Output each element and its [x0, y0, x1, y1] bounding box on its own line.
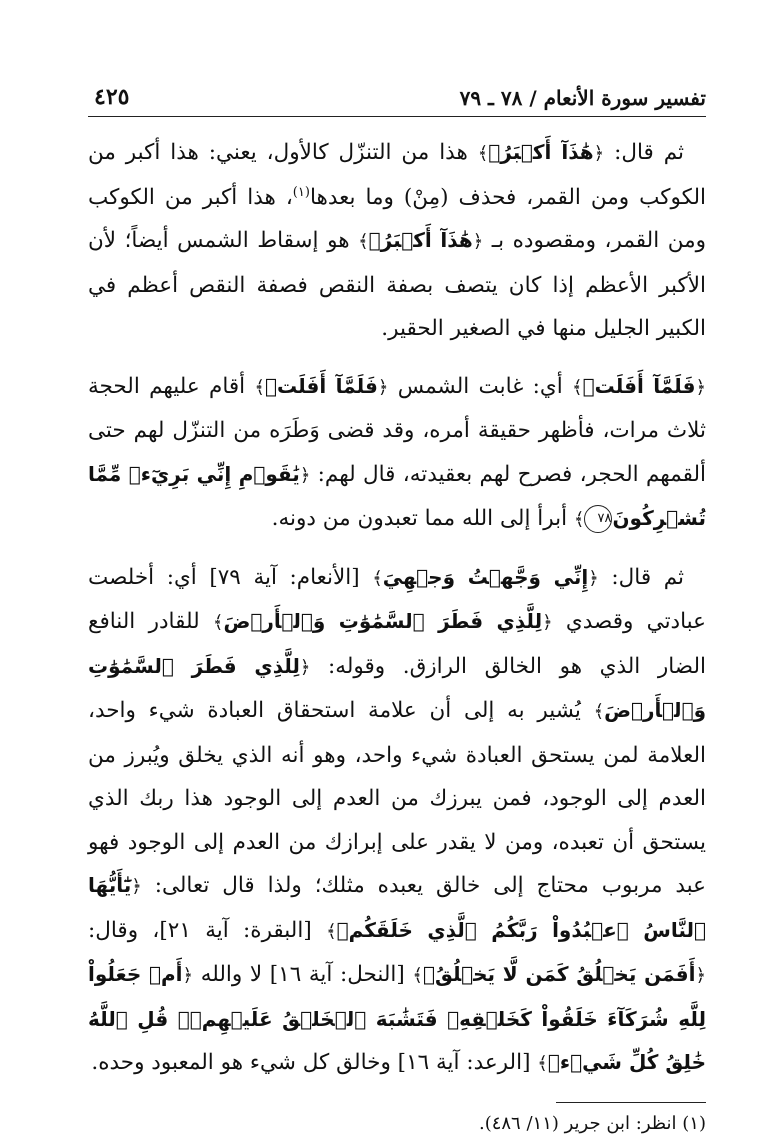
quote-bracket: ﴿ [593, 143, 605, 164]
text-run: ثم قال: [598, 564, 684, 590]
footnote-divider [556, 1102, 706, 1103]
text-run: أقام عليهم الحجة ثلاث مرات، فأظهر حقيقة أمره، وقد قضى وَطَرَه من التنزّل لهم حتى ألقمهم الحجر، فصرح لهم بعقيدته، قال لهم: [88, 373, 707, 487]
text-run: ثم قال: [604, 140, 684, 165]
text-run: هذا من التنزّل كالأول، يعني: هذا أكبر من الكوكب ومن القمر، فحذف (مِنْ) وما بعدها [88, 140, 706, 210]
quote-bracket: ﴿ [588, 567, 599, 589]
ayah-number-marker: ٧٨ [584, 505, 612, 533]
quran-quote: فَلَمَّآ أَفَلَتۡ [264, 373, 378, 398]
quote-bracket: ﴾ [358, 231, 369, 252]
quote-bracket: ﴿ [695, 376, 706, 398]
text-run: [النحل: آية ١٦] لا والله [193, 962, 413, 987]
quran-quote: يَٰقَوۡمِ إِنِّي بَرِيٓءٞ مِّمَّا تُشۡرِكُونَ [88, 461, 706, 530]
quote-bracket: ﴾ [254, 376, 265, 398]
quote-bracket: ﴿ [299, 464, 311, 486]
quote-bracket: ﴾ [572, 376, 583, 398]
footnote-ref: (١) [292, 184, 310, 200]
page-number: ٤٢٥ [94, 84, 130, 110]
quote-bracket: ﴾ [593, 701, 605, 722]
text-run: هو إسقاط الشمس أيضاً؛ لأن الأكبر الأعظم إذا كان يتصف بصفة النقص فصفة النقص أعظم في الكبير الجليل منها في الصغير الحقير. [88, 228, 706, 341]
quote-bracket: ﴾ [372, 567, 383, 589]
body-text [88, 131, 706, 1086]
quran-quote: فَلَمَّآ أَفَلَتۡ [582, 373, 696, 398]
paragraph-1 [88, 131, 706, 351]
quote-bracket: ﴿ [182, 965, 194, 986]
text-run: أي: غابت الشمس [388, 373, 573, 399]
text-run: يُشير به إلى أن علامة استحقاق العبادة شيء واحد، العلامة لمن يستحق العبادة شيء واحد، وهو أنه الذي يخلق ويُبرز من العدم إلى الوجود، فمن يبرزك من العدم إلى الوجود هذا ربك الذي يستحق أن تعبده، ومن لا يقدر على إبرازك من العدم إلى الوجود فهو عبد مربوب محتاج إلى خالق يعبده مثلك؛ ولذا قال تعالى: [88, 698, 706, 898]
running-title: تفسير سورة الأنعام / ٧٨ ـ ٧٩ [459, 86, 706, 110]
page-header [88, 82, 706, 117]
quran-quote: يَٰٓأَيُّهَا ٱلنَّاسُ ٱعۡبُدُواْ رَبَّكُمُ ٱلَّذِي خَلَقَكُمۡ [88, 873, 706, 942]
quran-quote: أَمۡ جَعَلُواْ لِلَّهِ شُرَكَآءَ خَلَقُواْ كَخَلۡقِهِۦ فَتَشَٰبَهَ ٱلۡخَلۡقُ عَلَيۡهِمۡۚ قُلِ ٱللَّهُ خَٰلِقُ كُلِّ شَيۡءٖ [88, 962, 706, 1074]
quran-quote: لِلَّذِي فَطَرَ ٱلسَّمَٰوَٰتِ وَٱلۡأَرۡضَ [88, 653, 706, 722]
footnote: (١) انظر: ابن جرير (١١/ ٤٨٦). [478, 1112, 706, 1134]
quote-bracket: ﴿ [695, 965, 706, 986]
quote-bracket: ﴿ [377, 376, 389, 398]
text-run: أبرأ إلى الله مما تعبدون من دونه. [271, 506, 574, 531]
quote-bracket: ﴾ [326, 920, 337, 942]
paragraph-3 [88, 556, 706, 1086]
quote-bracket: ﴾ [212, 612, 224, 633]
quran-quote: لِلَّذِي فَطَرَ ٱلسَّمَٰوَٰتِ وَٱلۡأَرۡضَ [223, 609, 543, 633]
quote-bracket: ﴿ [299, 656, 311, 678]
quote-bracket: ﴿ [542, 612, 553, 633]
quote-bracket: ﴿ [472, 231, 484, 252]
text-run: للقادر النافع الضار الذي هو الخالق الرازق. وقوله: [88, 609, 706, 679]
quran-quote: أَفَمَن يَخۡلُقُ كَمَن لَّا يَخۡلُقُۚ [422, 962, 696, 986]
text-run: ، هذا أكبر من الكوكب ومن القمر، ومقصوده بـ [88, 184, 707, 253]
quote-bracket: ﴾ [573, 509, 585, 530]
quran-quote: هَٰذَآ أَكۡبَرُۖ [368, 228, 473, 252]
quote-bracket: ﴿ [131, 876, 142, 897]
paragraph-2 [88, 365, 706, 542]
quote-bracket: ﴾ [477, 143, 489, 164]
quote-bracket: ﴾ [412, 965, 423, 986]
quran-quote: إِنِّي وَجَّهۡتُ وَجۡهِيَ [382, 564, 589, 589]
text-run: [الأنعام: آية ٧٩] أي: أخلصت عبادتي وقصدي [88, 564, 706, 634]
text-run: [البقرة: آية ٢١]، وقال: [88, 917, 327, 943]
quote-bracket: ﴾ [537, 1053, 548, 1074]
book-page [88, 82, 707, 1134]
quran-quote: هَٰذَآ أَكۡبَرُۖ [488, 140, 594, 164]
text-run: [الرعد: آية ١٦] وخالق كل شيء هو المعبود وحده. [91, 1050, 538, 1075]
